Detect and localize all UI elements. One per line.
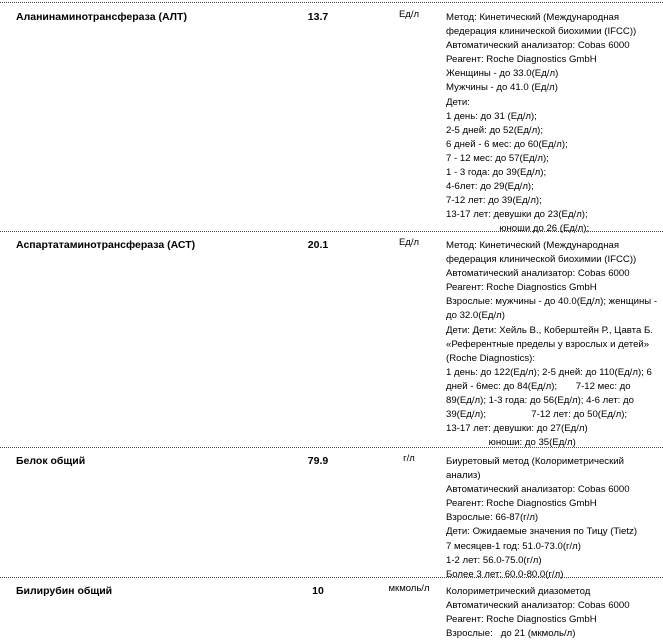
reference-line: 39(Ед/л); 7-12 лет: до 50(Ед/л); xyxy=(446,409,628,421)
reference-line: Более 3 лет: 60.0-80.0(г/л) xyxy=(446,568,564,580)
reference-line: Дети: xyxy=(446,96,470,108)
reference-line: 2-5 дней: до 52(Ед/л); xyxy=(446,124,544,136)
reference-line: федерация клинической биохимии (IFCC)) xyxy=(446,26,637,38)
reference-line: анализ) xyxy=(446,470,481,482)
reference-line: Реагент: Roche Diagnostics GmbH xyxy=(446,282,597,294)
reference-line: Автоматический анализатор: Cobas 6000 xyxy=(446,484,630,496)
reference-line: Метод: Кинетический (Международная xyxy=(446,12,620,23)
reference-line: Биуретовый метод (Колориметрический xyxy=(446,456,625,467)
row-separator xyxy=(0,447,663,448)
row-separator xyxy=(0,2,663,3)
reference-range xyxy=(446,11,663,237)
reference-line: Автоматический анализатор: Cobas 6000 xyxy=(446,40,630,52)
row-separator xyxy=(0,231,663,232)
reference-line: Реагент: Roche Diagnostics GmbH xyxy=(446,498,597,510)
reference-line: дней - 6мес: до 84(Ед/л); 7-12 мес: до xyxy=(446,380,631,392)
reference-line: 89(Ед/л); 1-3 года: до 56(Ед/л); 4-6 лет: до xyxy=(446,395,634,407)
reference-range xyxy=(446,239,663,450)
reference-line: 1-2 лет: 56.0-75.0(г/л) xyxy=(446,554,542,566)
reference-line: 1 день: до 31 (Ед/л); xyxy=(446,110,537,122)
reference-line: (Roche Diagnostics): xyxy=(446,352,536,364)
reference-line: юноши: до 35(Ед/л) xyxy=(446,437,576,449)
test-unit: Ед/л xyxy=(398,9,420,20)
reference-line: 6 дней - 6 мес: до 60(Ед/л); xyxy=(446,138,568,150)
test-name: Билирубин общий xyxy=(16,585,113,597)
test-name: Белок общий xyxy=(16,455,86,467)
reference-line: Реагент: Roche Diagnostics GmbH xyxy=(446,614,597,626)
reference-line: Женщины - до 33.0(Ед/л) xyxy=(446,68,559,80)
test-name: Аспартатаминотрансфераза (АСТ) xyxy=(16,239,196,251)
reference-line: 1 день: до 122(Ед/л); 2-5 дней: до 110(Ед/л); 6 xyxy=(446,366,652,378)
reference-line: 4-6лет: до 29(Ед/л); xyxy=(446,181,534,193)
row-separator xyxy=(0,577,663,578)
test-name: Аланинаминотрансфераза (АЛТ) xyxy=(16,11,187,23)
test-value: 10 xyxy=(312,585,324,597)
reference-line: Автоматический анализатор: Cobas 6000 xyxy=(446,600,630,612)
reference-line: 7-12 лет: до 39(Ед/л); xyxy=(446,195,542,207)
test-unit: мкмоль/л xyxy=(388,583,430,594)
reference-line: Взрослые: 66-87(г/л) xyxy=(446,512,539,524)
reference-line: Колориметрический диазометод xyxy=(446,586,591,597)
test-value: 20.1 xyxy=(307,239,329,251)
test-value: 79.9 xyxy=(307,455,329,467)
reference-line: 13-17 лет: девушки: до 27(Ед/л) xyxy=(446,423,588,435)
reference-line: Мужчины - до 41.0 (Ед/л) xyxy=(446,82,558,94)
reference-line: Взрослые: мужчины - до 40.0(Ед/л); женщины - xyxy=(446,296,658,308)
reference-line: 1 - 3 года: до 39(Ед/л); xyxy=(446,167,547,179)
reference-line: Дети: Ожидаемые значения по Тицу (Tietz) xyxy=(446,526,638,538)
reference-line: 7 - 12 мес: до 57(Ед/л); xyxy=(446,152,549,164)
reference-line: Дети: Дети: Хейль В., Коберштейн Р., Цавта Б. xyxy=(446,324,653,336)
reference-line: Взрослые: до 21 (мкмоль/л) xyxy=(446,628,576,640)
test-unit: г/л xyxy=(403,453,415,464)
test-value: 13.7 xyxy=(307,11,329,23)
reference-line: 13-17 лет: девушки до 23(Ед/л); xyxy=(446,209,588,221)
reference-range xyxy=(446,585,663,641)
reference-range xyxy=(446,455,663,582)
test-unit: Ед/л xyxy=(398,237,420,248)
reference-line: до 32.0(Ед/л) xyxy=(446,310,505,322)
reference-line: 7 месяцев-1 год: 51.0-73.0(г/л) xyxy=(446,540,581,552)
reference-line: федерация клинической биохимии (IFCC)) xyxy=(446,254,637,266)
reference-line: Реагент: Roche Diagnostics GmbH xyxy=(446,54,597,66)
reference-line: Метод: Кинетический (Международная xyxy=(446,240,620,251)
reference-line: Автоматический анализатор: Cobas 6000 xyxy=(446,268,630,280)
reference-line: юноши до 26 (Ед/л); xyxy=(446,223,590,235)
reference-line: «Референтные пределы у взрослых и детей» xyxy=(446,338,650,350)
